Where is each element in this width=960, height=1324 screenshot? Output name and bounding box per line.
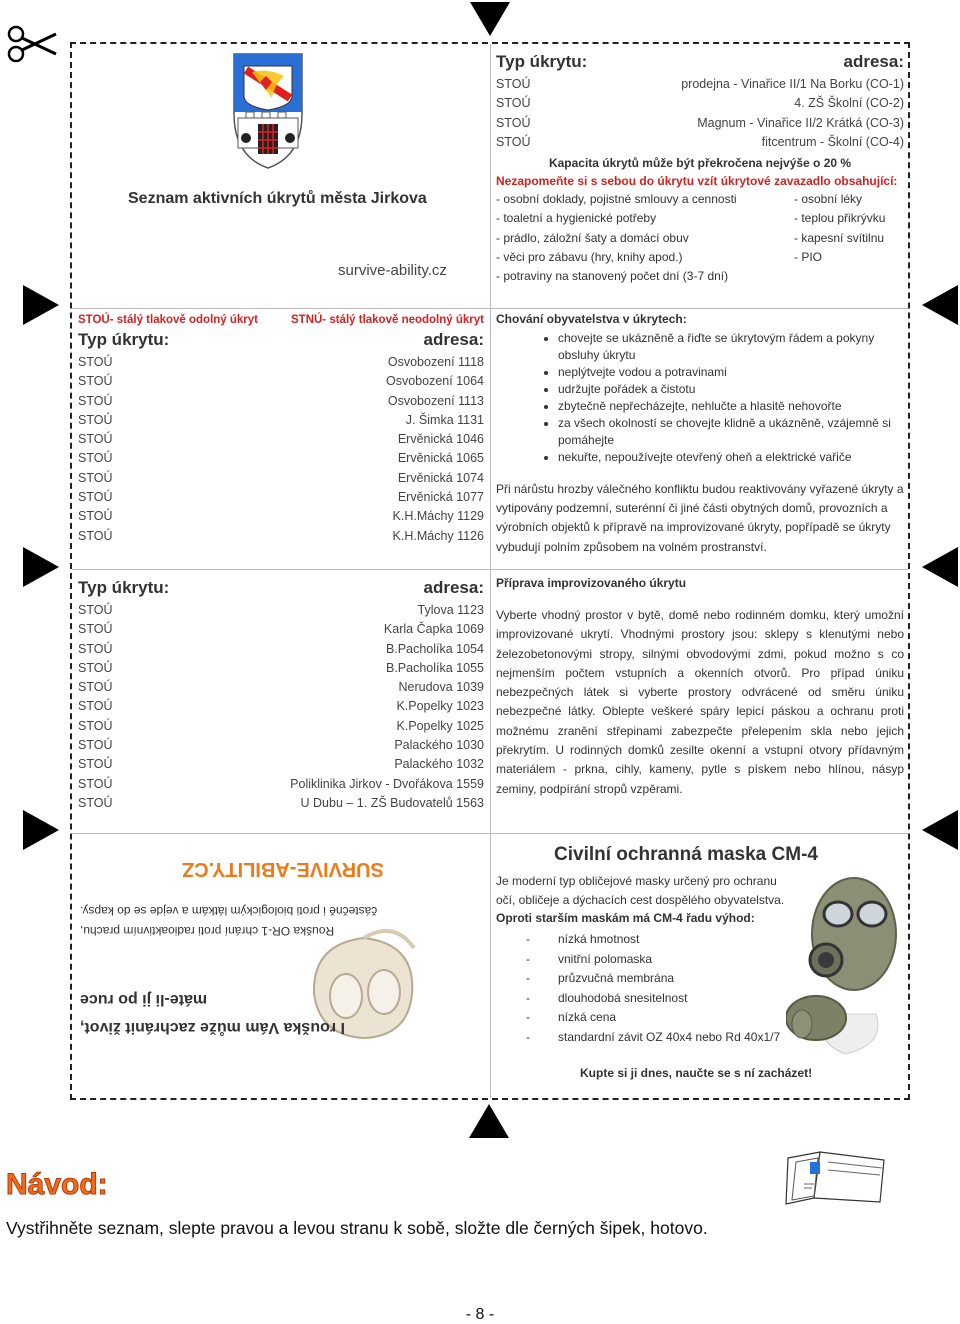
list-item: - potraviny na stanovený počet dní (3-7 dní) — [496, 269, 729, 283]
table-row: STOÚ Palackého 1030 — [78, 738, 484, 753]
shelter-list-1 — [78, 314, 484, 566]
table-row: STOÚ Tylova 1123 — [78, 603, 484, 617]
table-row: STOÚ J. Šimka 1131 — [78, 412, 484, 427]
gas-mask-icon — [786, 864, 904, 1056]
legend-stnu: STNÚ- stálý tlakově neodolný úkryt — [291, 314, 484, 326]
table-row: STOÚ prodejna - Vinařice II/1 Na Borku (CO-1) — [496, 77, 904, 91]
mask-panel — [496, 840, 904, 1098]
rouska-slogan1: máte-li ji po ruce — [80, 991, 208, 1008]
list-item: - věci pro zábavu (hry, knihy apod.) — [496, 249, 683, 264]
mask-title: Civilní ochranná maska CM-4 — [554, 844, 818, 865]
list-item: - dlouhodobá snesitelnost — [526, 990, 688, 1005]
list-item: - kapesní svítilnu — [794, 230, 885, 245]
list-item: - PIO — [794, 249, 823, 264]
mask-lead: Oproti starším maskám má CM-4 řadu výhod: — [496, 911, 755, 925]
list-item: - nízká cena — [526, 1010, 617, 1024]
arrow-right-icon — [23, 285, 59, 325]
shelter-list-2 — [78, 578, 484, 830]
list-item: - osobní léky — [794, 192, 863, 207]
list-item: • zbytečně nepřecházejte, nehlučte a hlasitě nehovořte — [558, 398, 904, 415]
page-number: - 8 - — [465, 1306, 495, 1323]
table-row: STOÚ K.H.Máchy 1129 — [78, 509, 484, 524]
document-title: Seznam aktivních úkrytů města Jirkova — [128, 190, 427, 207]
list-item: • chovejte se ukázněně a řiďte se úkrytovým řádem a pokyny obsluhy úkrytu — [558, 330, 904, 364]
table-row: STOÚ 4. ZŠ Školní (CO-2) — [496, 96, 904, 111]
list-item: - vnitřní polomaska — [526, 951, 653, 966]
table-row: STOÚ Ervěnická 1046 — [78, 432, 484, 447]
folded-card-icon — [784, 1148, 888, 1206]
rouska-brand: SURVIVE-ABILITY.CZ — [182, 858, 384, 880]
type-header: Typ úkrytu: — [78, 330, 170, 349]
list-item: - nízká hmotnost — [526, 932, 640, 946]
table-row: STOÚ fitcentrum - Školní (CO-4) — [496, 134, 904, 149]
behavior-panel — [496, 312, 904, 566]
rouska-line1: Rouška OR-1 chrání proti radioaktivním prachu, — [80, 924, 335, 938]
rouska-slogan2: I rouška Vám může zachránit život, — [80, 1019, 345, 1036]
behavior-paragraph: Při nárůstu hrozby válečného konfliktu budou reaktivovány vyřazené úkryty a vytipovány podzemní, suterénní či jiné části obytných domů, provozních a výrobních objektů k přípravě na improvizované úkryty, popřípadě se úkryty vybudují polním způsobem na volném prostranství. — [496, 482, 904, 554]
arrow-up-icon — [469, 1104, 509, 1138]
table-row: STOÚ Osvobození 1118 — [78, 355, 484, 369]
list-item: - toaletní a hygienické potřeby — [496, 211, 657, 226]
behavior-list — [496, 330, 904, 466]
list-item: - průzvučná membrána — [526, 971, 675, 985]
table-row: STOÚ Osvobození 1113 — [78, 393, 484, 408]
table-row: STOÚ Magnum - Vinařice II/2 Krátká (CO-3) — [496, 115, 904, 130]
improvised-panel — [496, 576, 904, 830]
title-panel — [72, 44, 490, 308]
navod-text: Vystřihněte seznam, slepte pravou a levou stranu k sobě, složte dle černých šipek, hotovo. — [6, 1218, 708, 1238]
list-item: - standardní závit OZ 40x4 nebo Rd 40x1/7 — [526, 1029, 781, 1044]
legend-stou: STOÚ- stálý tlakově odolný úkryt — [78, 314, 259, 326]
list-item: - prádlo, záložní šaty a domácí obuv — [496, 230, 689, 245]
list-item: • udržujte pořádek a čistotu — [558, 381, 904, 398]
improvised-title: Příprava improvizovaného úkrytu — [496, 576, 687, 590]
scissors-icon — [6, 24, 58, 64]
address-header: adresa: — [843, 52, 904, 71]
arrow-down-icon — [470, 2, 510, 36]
list-item: - teplou přikrývku — [794, 211, 886, 226]
table-row: STOÚ U Dubu – 1. ZŠ Budovatelů 1563 — [78, 795, 484, 810]
list-item: • neplýtvejte vodou a potravinami — [558, 364, 904, 381]
table-row: STOÚ Ervěnická 1074 — [78, 470, 484, 485]
improvised-paragraph: Vyberte vhodný prostor v bytě, domě nebo rodinném domku, který umožní improvizované ukrytí. Vhodnými prostory jsou: sklepy s klenutými nebo železobetonovými stropy, silnými obvodovými zdmi, pokud možno s co nejmenším počtem vstupních a okenních otvorů. Pro případ úniku nebezpečných látek si vyberte prostory odvrácené od směru úniku nebezpečné látky. Oblepte veškeré spáry lepicí páskou a ochranu proti možnému zranění střepinami zabezpečte přelepením skla nebo jejich překrytím. U rodinných domků zesilte okenní a vstupní otvory přídavným materiálem - prkna, cihly, kameny, pytle s pískem nebo hlínou, násyp zeminy, podpírání stropů vzpěrami. — [496, 608, 904, 796]
rouska-line2: částečně i proti biologickým látkám a vejde se do kapsy. — [80, 904, 378, 918]
arrow-left-icon — [922, 547, 958, 587]
capacity-note: Kapacita úkrytů může být překročena nejvýše o 20 % — [548, 156, 852, 171]
address-header: adresa: — [423, 330, 484, 349]
table-row: STOÚ K.Popelky 1025 — [78, 718, 484, 733]
navod-title: Návod: — [6, 1168, 108, 1201]
items-right-list — [794, 190, 904, 286]
table-row: STOÚ Osvobození 1064 — [78, 374, 484, 389]
rouska-panel — [72, 834, 490, 1098]
items-left-list — [496, 190, 737, 286]
table-row: STOÚ Palackého 1032 — [78, 757, 484, 772]
table-row: STOÚ B.Pacholíka 1054 — [78, 641, 484, 656]
table-row: STOÚ Ervěnická 1077 — [78, 490, 484, 505]
coat-of-arms-icon — [232, 52, 304, 170]
list-item: - osobní doklady, pojistné smlouvy a cennosti — [496, 192, 737, 207]
table-row: STOÚ Nerudova 1039 — [78, 680, 484, 695]
list-item: • nekuřte, nepoužívejte otevřený oheň a elektrické vařiče — [558, 449, 904, 466]
top-right-panel — [496, 52, 904, 306]
warning-text: Nezapomeňte si s sebou do úkrytu vzít úkrytové zavazadlo obsahující: — [496, 174, 898, 189]
behavior-title: Chování obyvatelstva v úkrytech: — [496, 312, 687, 326]
table-row: STOÚ K.H.Máchy 1126 — [78, 528, 484, 543]
type-header: Typ úkrytu: — [78, 578, 170, 597]
table-row: STOÚ Ervěnická 1065 — [78, 451, 484, 466]
site-name: survive-ability.cz — [338, 262, 447, 279]
type-header: Typ úkrytu: — [496, 52, 588, 71]
mask-cta: Kupte si ji dnes, naučte se s ní zacházet! — [580, 1066, 813, 1080]
arrow-right-icon — [23, 547, 59, 587]
table-row: STOÚ Poliklinika Jirkov - Dvořákova 1559 — [78, 776, 484, 791]
table-row: STOÚ B.Pacholíka 1055 — [78, 660, 484, 675]
arrow-right-icon — [23, 810, 59, 850]
arrow-left-icon — [922, 810, 958, 850]
table-row: STOÚ K.Popelky 1023 — [78, 699, 484, 714]
mask-intro: Je moderní typ obličejové masky určený pro ochranu očí, obličeje a dýchacích cest dospělého obyvatelstva. — [496, 874, 785, 907]
address-header: adresa: — [423, 578, 484, 597]
table-row: STOÚ Karla Čapka 1069 — [78, 622, 484, 637]
mask-feature-list — [526, 930, 780, 1047]
shelter-list-card — [70, 42, 910, 1100]
list-item: • za všech okolností se chovejte klidně a ukázněně, vzájemně si pomáhejte — [558, 415, 904, 449]
arrow-left-icon — [922, 285, 958, 325]
